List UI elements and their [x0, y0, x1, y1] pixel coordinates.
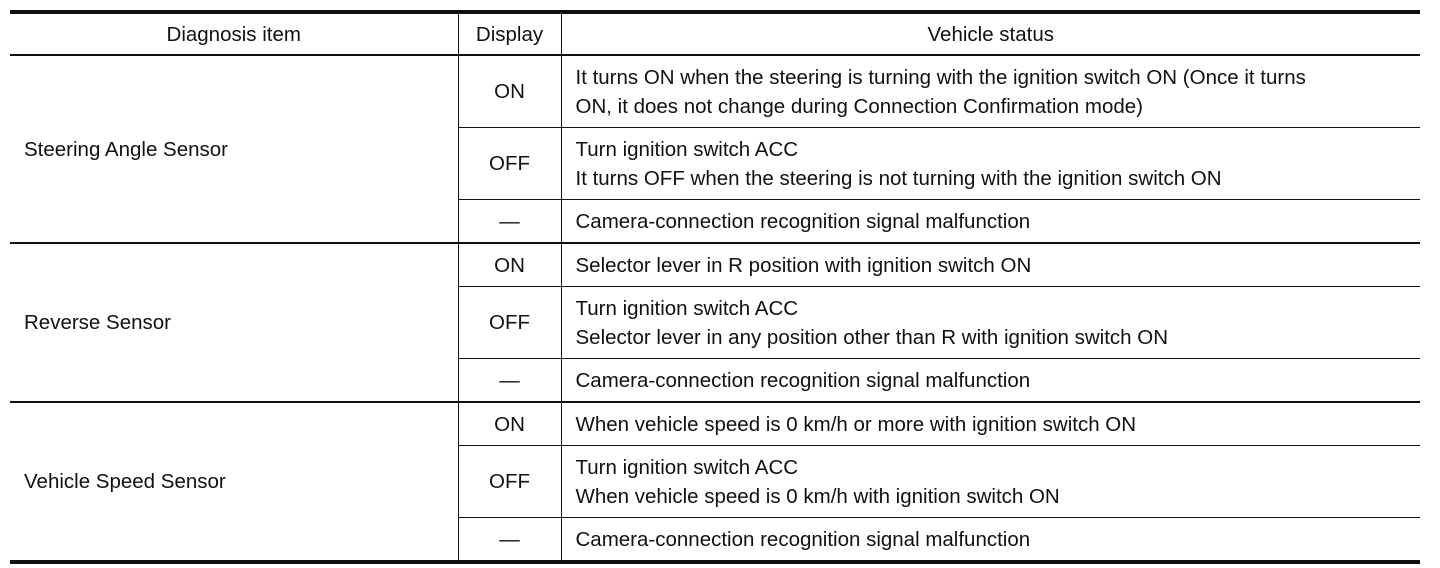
vehicle-status-cell: [561, 446, 1420, 518]
vehicle-status-cell: [561, 359, 1420, 403]
status-line: It turns OFF when the steering is not turning with the ignition switch ON: [575, 166, 1222, 190]
vehicle-status-cell: [561, 128, 1420, 200]
diagnosis-table: [10, 10, 1420, 564]
status-line: Selector lever in R position with ignition switch ON: [575, 253, 1032, 277]
header-display: Display: [458, 12, 561, 55]
status-line: ON, it does not change during Connection Confirmation mode): [575, 94, 1143, 118]
header-diagnosis-item: Diagnosis item: [10, 12, 458, 55]
diagnosis-item-cell: Vehicle Speed Sensor: [10, 402, 458, 562]
diagnosis-item-cell: Reverse Sensor: [10, 243, 458, 402]
vehicle-status-cell: [561, 287, 1420, 359]
status-line: Camera-connection recognition signal malfunction: [575, 527, 1031, 551]
diagnosis-table-container: [10, 10, 1420, 564]
status-line: Turn ignition switch ACC: [575, 137, 799, 161]
status-line: Turn ignition switch ACC: [575, 455, 799, 479]
status-line: It turns ON when the steering is turning with the ignition switch ON (Once it turns: [575, 65, 1306, 89]
status-line: Turn ignition switch ACC: [575, 296, 799, 320]
status-line: When vehicle speed is 0 km/h with ignition switch ON: [575, 484, 1060, 508]
table-row: [10, 55, 1420, 128]
vehicle-status-cell: [561, 518, 1420, 563]
display-cell: OFF: [458, 287, 561, 359]
display-cell: —: [458, 518, 561, 563]
display-cell: ON: [458, 243, 561, 287]
display-cell: —: [458, 200, 561, 244]
status-line: Selector lever in any position other than R with ignition switch ON: [575, 325, 1169, 349]
vehicle-status-cell: [561, 200, 1420, 244]
table-row: [10, 402, 1420, 446]
vehicle-status-cell: [561, 402, 1420, 446]
display-cell: OFF: [458, 128, 561, 200]
header-vehicle-status: Vehicle status: [561, 12, 1420, 55]
diagnosis-item-cell: Steering Angle Sensor: [10, 55, 458, 243]
display-cell: —: [458, 359, 561, 403]
display-cell: ON: [458, 402, 561, 446]
status-line: Camera-connection recognition signal malfunction: [575, 209, 1031, 233]
header-row: [10, 12, 1420, 55]
display-cell: OFF: [458, 446, 561, 518]
display-cell: ON: [458, 55, 561, 128]
vehicle-status-cell: [561, 243, 1420, 287]
table-row: [10, 243, 1420, 287]
vehicle-status-cell: [561, 55, 1420, 128]
status-line: When vehicle speed is 0 km/h or more with ignition switch ON: [575, 412, 1137, 436]
status-line: Camera-connection recognition signal malfunction: [575, 368, 1031, 392]
